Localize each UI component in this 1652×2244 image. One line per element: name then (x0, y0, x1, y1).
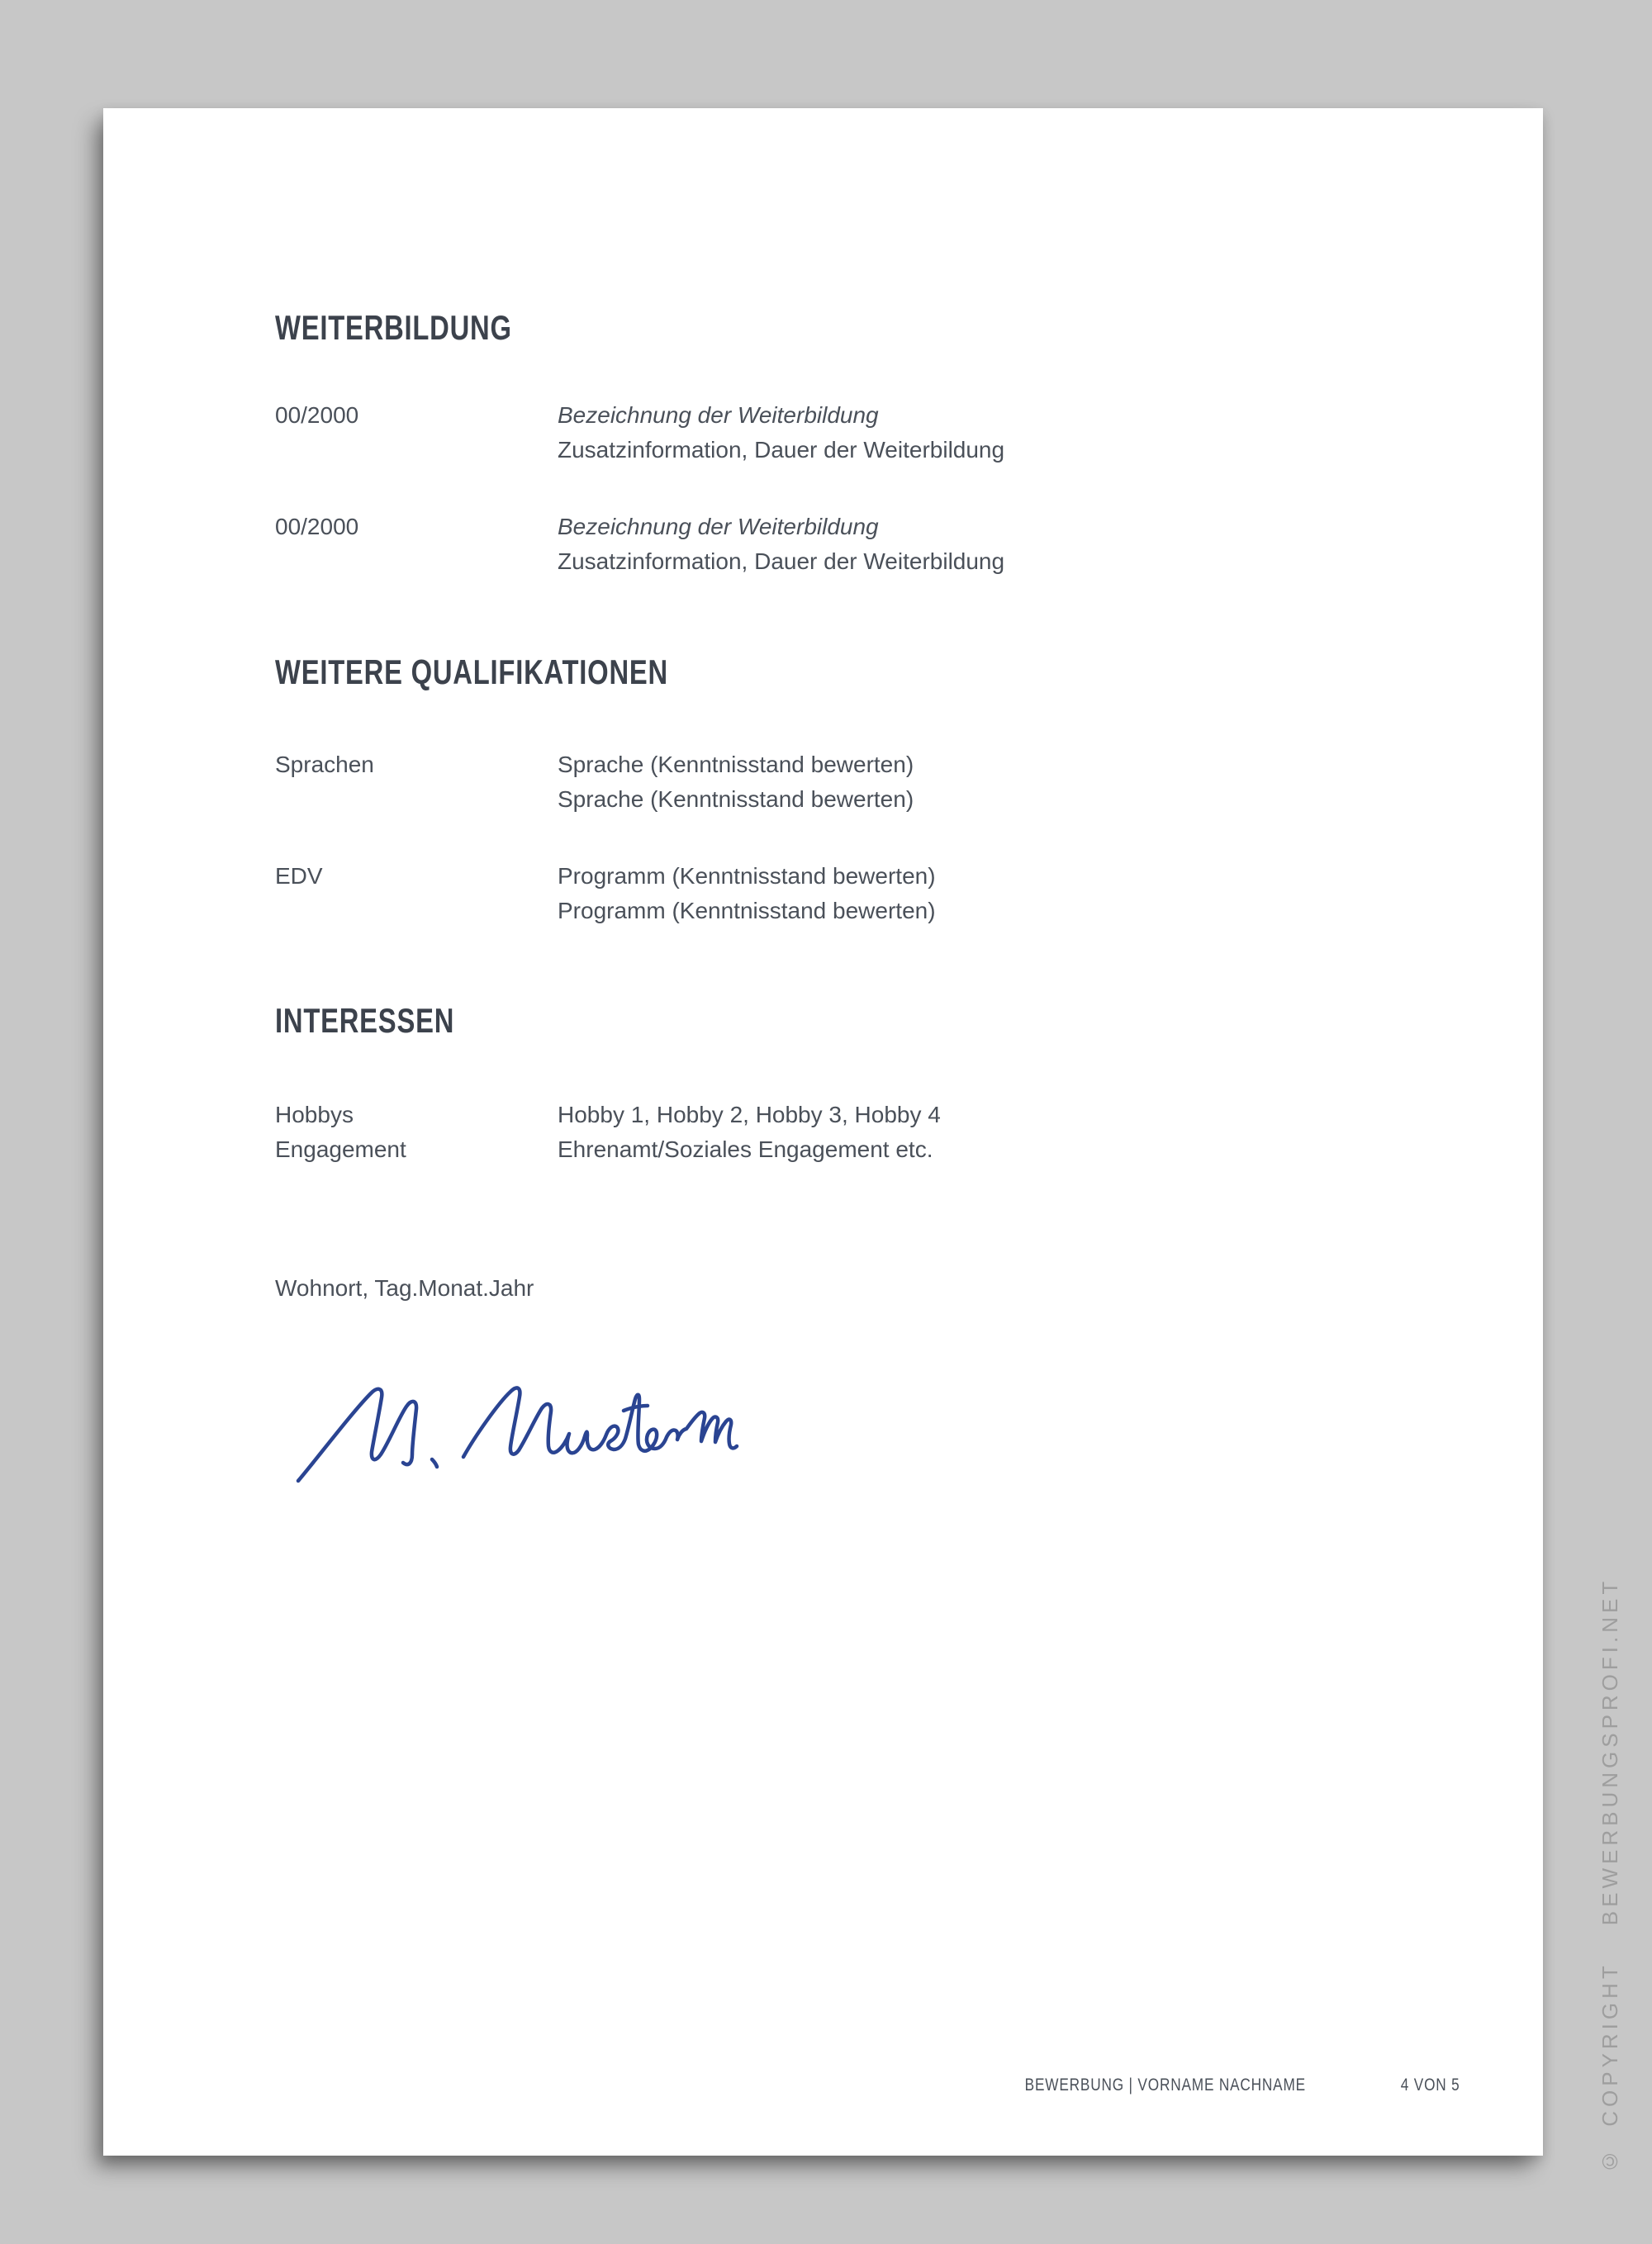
entry-row (275, 747, 914, 817)
entry-value: Sprache (Kenntnisstand bewerten) (558, 786, 914, 812)
entry-row (275, 510, 1004, 579)
entry-row (275, 859, 936, 928)
footer-doc-label: BEWERBUNG | VORNAME NACHNAME (1025, 2076, 1307, 2095)
entry-value: Ehrenamt/Soziales Engagement etc. (558, 1136, 933, 1162)
page-indicator: 4 VON 5 (1401, 2076, 1460, 2095)
entry-value: Programm (Kenntnisstand bewerten) (558, 863, 936, 889)
entry-title: Bezeichnung der Weiterbildung (558, 402, 879, 428)
entry-date: 00/2000 (275, 402, 359, 428)
entry-label: Engagement (275, 1136, 406, 1162)
section-title-qualifikationen: WEITERE QUALIFIKATIONEN (275, 652, 668, 691)
entry-row (275, 398, 1004, 467)
entry-value: Programm (Kenntnisstand bewerten) (558, 898, 936, 923)
signature-image (293, 1372, 739, 1487)
entry-detail: Zusatzinformation, Dauer der Weiterbildung (558, 437, 1005, 463)
entry-label: Sprachen (275, 752, 374, 777)
entry-label: EDV (275, 863, 323, 889)
entry-value: Sprache (Kenntnisstand bewerten) (558, 752, 914, 777)
section-title-interessen: INTERESSEN (275, 1001, 455, 1040)
watermark-copyright: © COPYRIGHT BEWERBUNGSPROFI.NET (1597, 1577, 1622, 2174)
resume-page (103, 108, 1543, 2156)
entry-row (275, 1098, 941, 1132)
entry-label: Hobbys (275, 1102, 354, 1127)
place-date-line: Wohnort, Tag.Monat.Jahr (275, 1275, 534, 1301)
entry-value: Hobby 1, Hobby 2, Hobby 3, Hobby 4 (558, 1102, 941, 1127)
entry-title: Bezeichnung der Weiterbildung (558, 514, 879, 539)
section-title-weiterbildung: WEITERBILDUNG (275, 308, 512, 347)
entry-row (275, 1132, 933, 1167)
page-footer (1025, 2076, 1460, 2095)
entry-date: 00/2000 (275, 514, 359, 539)
entry-detail: Zusatzinformation, Dauer der Weiterbildung (558, 548, 1005, 574)
